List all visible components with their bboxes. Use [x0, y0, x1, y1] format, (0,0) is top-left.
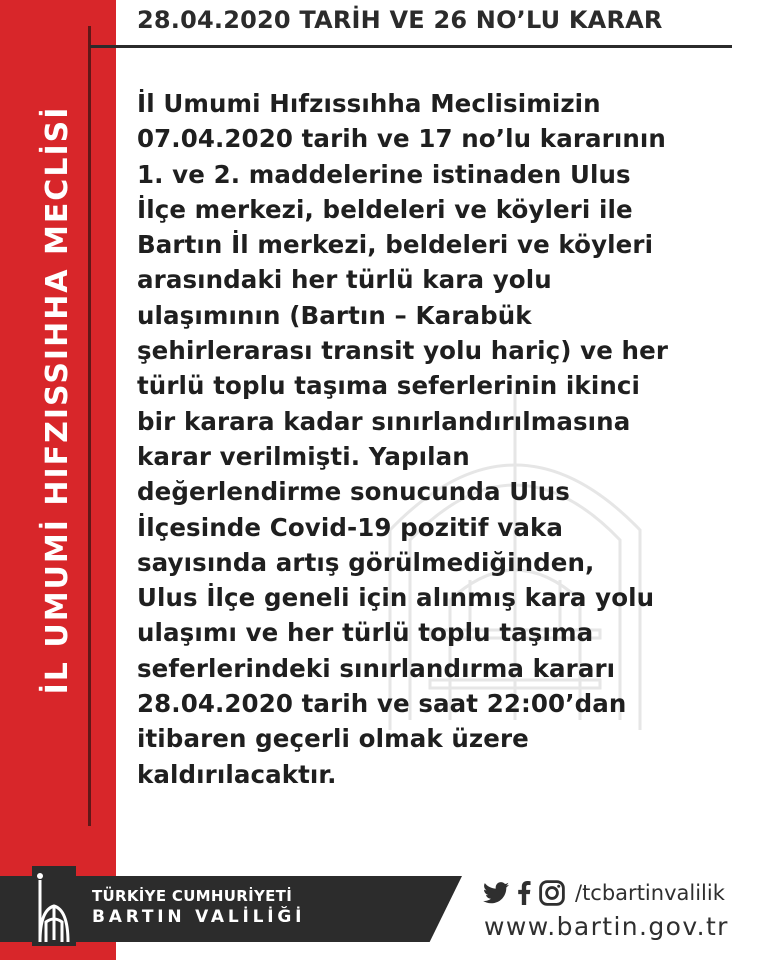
page-title: 28.04.2020 TARİH VE 26 NO’LU KARAR — [137, 6, 663, 34]
facebook-icon[interactable] — [517, 881, 531, 905]
sidebar-divider — [88, 26, 91, 826]
valilik-logo-icon — [32, 866, 76, 946]
website-link[interactable]: www.bartin.gov.tr — [484, 912, 729, 941]
footer-org-line2: BARTIN VALİLİĞİ — [92, 907, 306, 927]
twitter-icon[interactable] — [483, 882, 509, 904]
header-divider — [90, 45, 732, 48]
social-handle[interactable]: /tcbartinvalilik — [575, 881, 725, 905]
decision-text: İl Umumi Hıfzıssıhha Meclisimizin 07.04.2020 tarih ve 17 no’lu kararının 1. ve 2. maddelerine istinaden Ulus İlçe merkezi, beldeleri ve köyleri ile Bartın İl merkezi, beldeleri ve köyleri arasındaki her türlü kara yolu ulaşımının (Bartın – Karabük şehirlerarası transit yolu hariç) ve her türlü toplu taşıma seferlerinin ikinci bir karara kadar sınırlandırılmasına karar verilmişti. Yapılan değerlendirme sonucunda Ulus İlçesinde Covid-19 pozitif vaka sayısında artış görülmediğinden, Ulus İlçe geneli için alınmış kara yolu ulaşımı ve her türlü toplu taşıma seferlerindeki sınırlandırma kararı 28.04.2020 tarih ve saat 22:00’dan itibaren geçerli olmak üzere kaldırılacaktır. — [137, 89, 669, 789]
instagram-icon[interactable] — [539, 880, 565, 906]
sidebar-title: İL UMUMİ HIFZISSIHHA MECLİSİ — [40, 105, 75, 695]
footer-org-line1: TÜRKİYE CUMHURİYETİ — [92, 887, 293, 905]
social-links — [483, 876, 725, 910]
sidebar-band — [0, 0, 116, 960]
